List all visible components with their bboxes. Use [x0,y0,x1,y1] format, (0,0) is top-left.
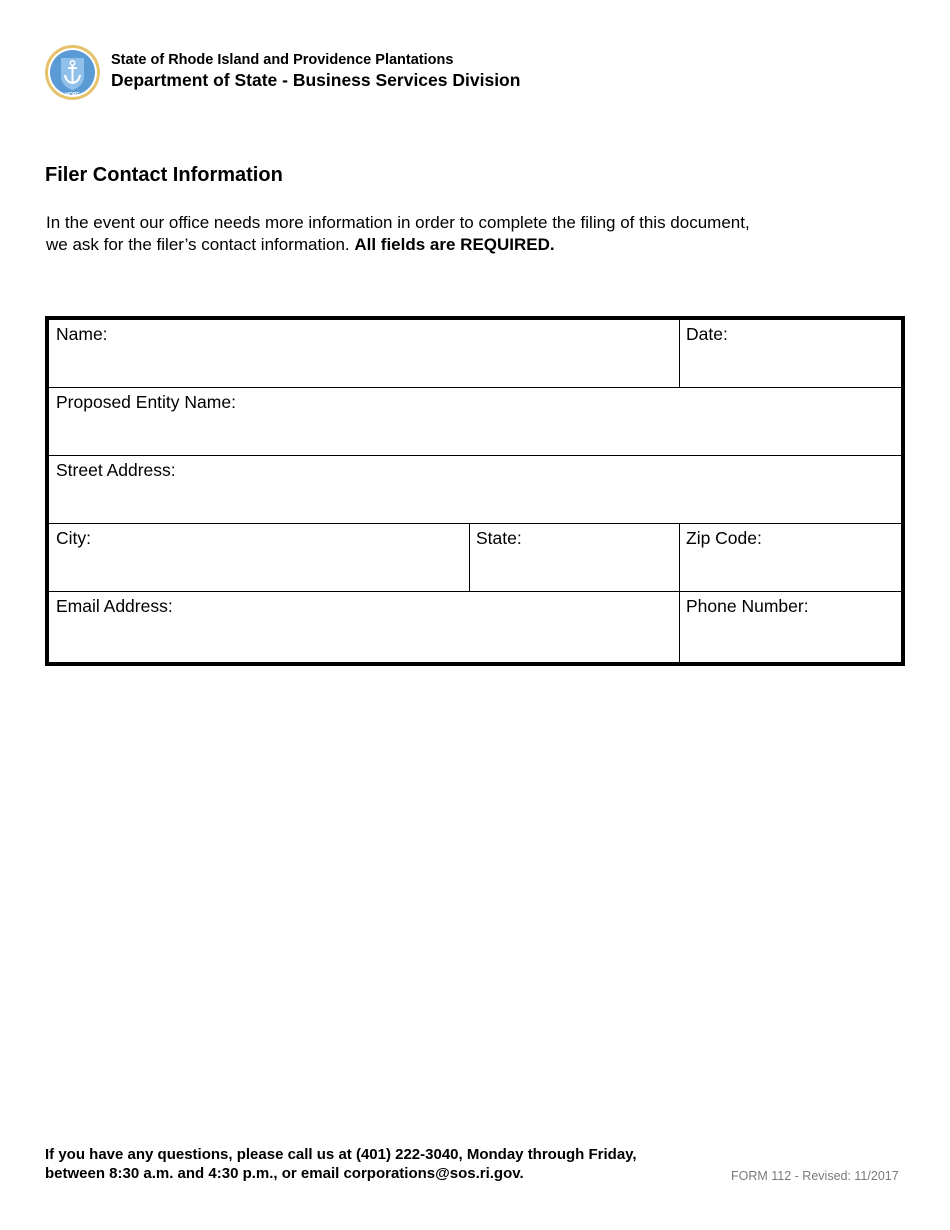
intro-text: In the event our office needs more information in order to complete the filing of this document, we ask for the filer’s contact information. [46,213,750,254]
department-name: Department of State - Business Services Division [111,70,521,90]
email-address-label: Email Address: [56,596,173,616]
city-label: City: [56,528,91,548]
email-address-field[interactable] [49,592,679,662]
name-label: Name: [56,324,108,344]
intro-paragraph [46,212,766,256]
entity-name-field[interactable] [49,388,901,455]
city-field[interactable] [49,524,469,591]
rhode-island-state-seal-icon [44,44,101,101]
zip-code-field[interactable] [679,524,901,591]
contact-instructions [45,1145,637,1183]
contact-line: between 8:30 a.m. and 4:30 p.m., or email corporations@sos.ri.gov. [45,1165,524,1182]
page-title: Filer Contact Information [45,164,283,186]
form-revision-label: FORM 112 - Revised: 11/2017 [731,1169,899,1183]
name-field[interactable] [49,320,679,387]
state-field[interactable] [469,524,679,591]
contact-line: If you have any questions, please call us at (401) 222-3040, Monday through Friday, [45,1146,637,1163]
state-name: State of Rhode Island and Providence Plantations [111,52,454,68]
state-label: State: [476,528,522,548]
page-header [44,44,744,100]
date-label: Date: [686,324,728,344]
date-field[interactable] [679,320,901,387]
phone-number-label: Phone Number: [686,596,809,616]
contact-form [45,316,905,666]
street-address-field[interactable] [49,456,901,523]
required-notice: All fields are REQUIRED. [354,235,555,254]
entity-name-label: Proposed Entity Name: [56,392,236,412]
street-address-label: Street Address: [56,460,176,480]
zip-code-label: Zip Code: [686,528,762,548]
seal-motto: HOPE [65,92,80,98]
agency-name [111,52,520,91]
phone-number-field[interactable] [679,592,901,662]
